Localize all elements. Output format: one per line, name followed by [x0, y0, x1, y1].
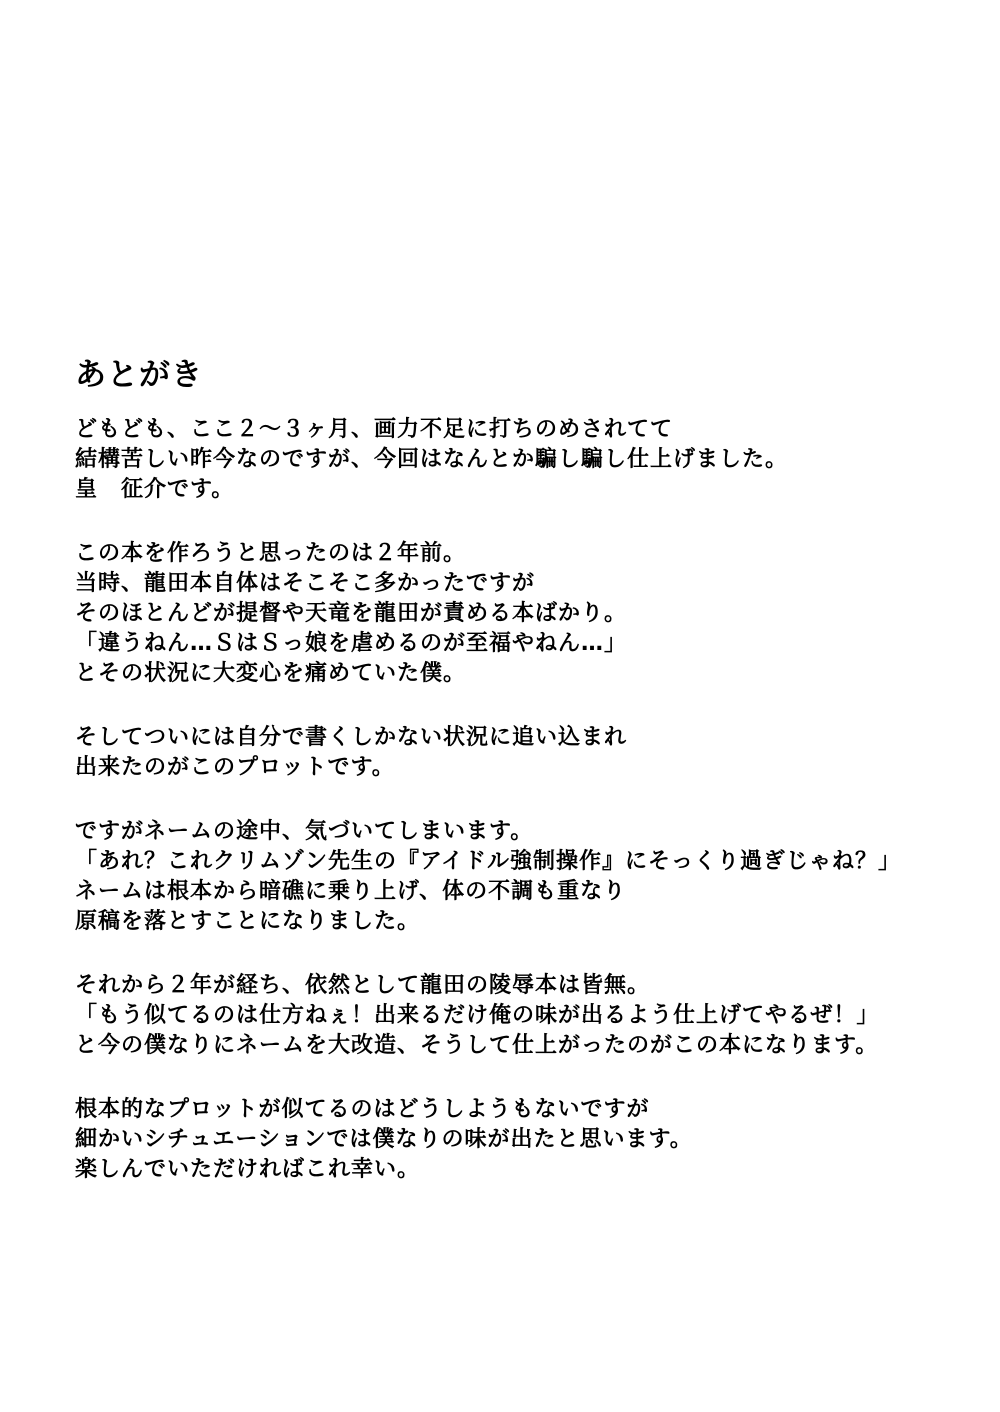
paragraph-4 [75, 817, 955, 937]
paragraph-3 [75, 723, 955, 783]
paragraph-6 [75, 1095, 955, 1185]
text-line: そしてついには自分で書くしかない状況に追い込まれ [75, 725, 628, 750]
text-line: ネームは根本から暗礁に乗り上げ、体の不調も重なり [75, 879, 627, 904]
text-line: 根本的なプロットが似てるのはどうしようもないですが [75, 1097, 650, 1122]
text-line: 「もう似てるのは仕方ねぇ！出来るだけ俺の味が出るよう仕上げてやるぜ！」 [75, 1003, 880, 1028]
text-line: そのほとんどが提督や天竜を龍田が責める本ばかり。 [75, 601, 628, 626]
text-line: 原稿を落とすことになりました。 [75, 909, 421, 934]
text-line: どもども、ここ２～３ヶ月、画力不足に打ちのめされてて [75, 417, 674, 442]
text-line: 出来たのがこのプロットです。 [75, 755, 395, 780]
text-line: それから２年が経ち、依然として龍田の陵辱本は皆無。 [75, 973, 651, 998]
text-line: 結構苦しい昨今なのですが、今回はなんとか騙し騙し仕上げました。 [75, 447, 789, 472]
text-line: この本を作ろうと思ったのは２年前。 [75, 541, 467, 566]
text-line: とその状況に大変心を痛めていた僕。 [75, 661, 467, 686]
paragraph-2 [75, 539, 955, 689]
text-line: 楽しんでいただければこれ幸い。 [75, 1157, 421, 1182]
text-line: と今の僕なりにネームを大改造、そうして仕上がったのがこの本になります。 [75, 1033, 879, 1058]
paragraph-1 [75, 415, 955, 505]
page-title: あとがき [75, 357, 203, 393]
text-line: 「違うねん…ＳはＳっ娘を虐めるのが至福やねん…」 [75, 631, 628, 656]
text-line: 「あれ？これクリムゾン先生の『アイドル強制操作』にそっくり過ぎじゃね？」 [75, 849, 902, 874]
text-line: 皇 征介です。 [75, 477, 235, 502]
text-line: 当時、龍田本自体はそこそこ多かったですが [75, 571, 536, 596]
paragraph-5 [75, 971, 955, 1061]
text-line: ですがネームの途中、気づいてしまいます。 [75, 819, 534, 844]
afterword-body [75, 415, 955, 1219]
text-line: 細かいシチュエーションでは僕なりの味が出たと思います。 [75, 1127, 693, 1152]
